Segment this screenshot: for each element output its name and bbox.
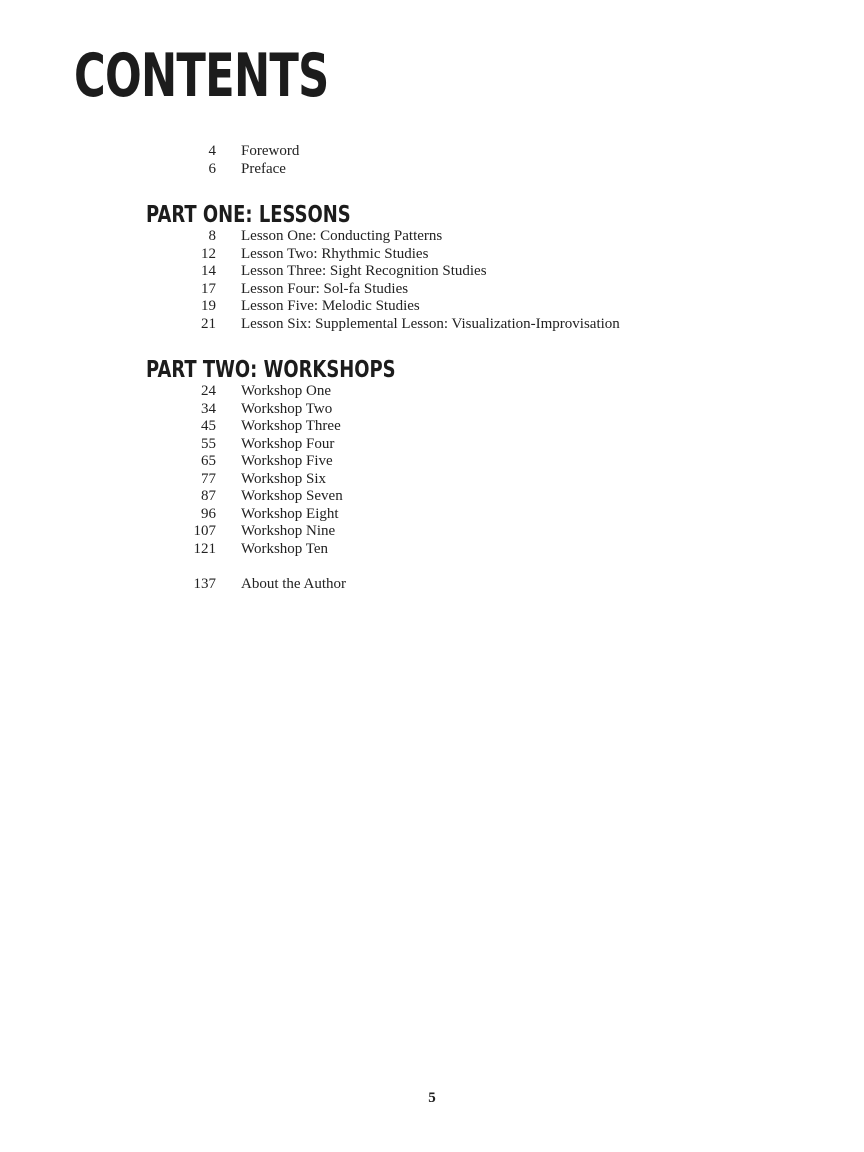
toc-entry-lesson-two[interactable] <box>0 246 864 264</box>
page-number: 5 <box>428 1090 436 1106</box>
part-two-list <box>0 383 864 558</box>
toc-entry-label: Lesson Two: Rhythmic Studies <box>241 245 429 262</box>
toc-entry-label: Workshop Five <box>241 453 333 469</box>
toc-page-number: 65 <box>201 453 216 469</box>
toc-entry-label: Workshop Seven <box>241 488 343 504</box>
toc-entry-label: Workshop Two <box>241 400 333 417</box>
toc-entry-label: Workshop Ten <box>241 540 329 557</box>
toc-entry-workshop-five[interactable] <box>0 453 864 471</box>
toc-entry-label: About the Author <box>241 576 346 592</box>
toc-page-number: 14 <box>201 263 216 279</box>
toc-page-number: 96 <box>201 505 216 522</box>
toc-page-number: 137 <box>193 576 216 592</box>
toc-page-number: 21 <box>201 315 216 332</box>
toc-page-number: 55 <box>201 435 216 452</box>
toc-entry-preface[interactable] <box>0 161 864 179</box>
page-title: CONTENTS <box>74 41 329 111</box>
toc-page-number: 24 <box>201 383 216 399</box>
toc-entry-foreword[interactable] <box>0 143 864 161</box>
toc-page-number: 87 <box>201 488 216 504</box>
toc-entry-label: Workshop Nine <box>241 523 336 539</box>
toc-entry-label: Workshop Six <box>241 470 327 487</box>
front-matter-list <box>0 143 864 178</box>
part-one-heading: PART ONE: LESSONS <box>146 202 351 228</box>
toc-entry-lesson-six[interactable] <box>0 316 864 334</box>
toc-entry-workshop-nine[interactable] <box>0 523 864 541</box>
toc-page-number: 34 <box>201 400 216 417</box>
toc-entry-label: Foreword <box>241 143 300 159</box>
toc-page-number: 12 <box>201 245 216 262</box>
toc-entry-workshop-four[interactable] <box>0 436 864 454</box>
toc-page-number: 6 <box>208 160 216 177</box>
toc-entry-workshop-ten[interactable] <box>0 541 864 559</box>
toc-entry-label: Lesson Six: Supplemental Lesson: Visualization-Improvisation <box>241 315 620 332</box>
toc-entry-label: Lesson One: Conducting Patterns <box>241 228 443 244</box>
back-matter-list <box>0 576 864 594</box>
toc-entry-workshop-two[interactable] <box>0 401 864 419</box>
toc-entry-label: Workshop Four <box>241 435 335 452</box>
part-one-list <box>0 228 864 333</box>
toc-entry-label: Workshop Eight <box>241 505 339 522</box>
toc-entry-workshop-eight[interactable] <box>0 506 864 524</box>
toc-entry-lesson-five[interactable] <box>0 298 864 316</box>
toc-entry-label: Lesson Three: Sight Recognition Studies <box>241 263 487 279</box>
part-two-heading: PART TWO: WORKSHOPS <box>146 357 396 383</box>
toc-entry-label: Lesson Four: Sol-fa Studies <box>241 280 409 297</box>
toc-entry-lesson-four[interactable] <box>0 281 864 299</box>
toc-entry-workshop-three[interactable] <box>0 418 864 436</box>
toc-entry-lesson-one[interactable] <box>0 228 864 246</box>
toc-entry-label: Workshop One <box>241 383 332 399</box>
toc-entry-label: Lesson Five: Melodic Studies <box>241 298 420 314</box>
toc-entry-workshop-seven[interactable] <box>0 488 864 506</box>
toc-entry-lesson-three[interactable] <box>0 263 864 281</box>
toc-page-number: 4 <box>208 143 216 159</box>
toc-page-number: 77 <box>201 470 216 487</box>
toc-page-number: 19 <box>201 298 216 314</box>
toc-entry-label: Preface <box>241 160 286 177</box>
toc-entry-label: Workshop Three <box>241 418 341 434</box>
toc-entry-workshop-six[interactable] <box>0 471 864 489</box>
toc-entry-workshop-one[interactable] <box>0 383 864 401</box>
toc-page-number: 45 <box>201 418 216 434</box>
toc-page-number: 17 <box>201 280 216 297</box>
toc-page-number: 107 <box>193 523 216 539</box>
toc-entry-about-the-author[interactable] <box>0 576 864 594</box>
toc-page-number: 8 <box>208 228 216 244</box>
toc-page-number: 121 <box>193 540 216 557</box>
